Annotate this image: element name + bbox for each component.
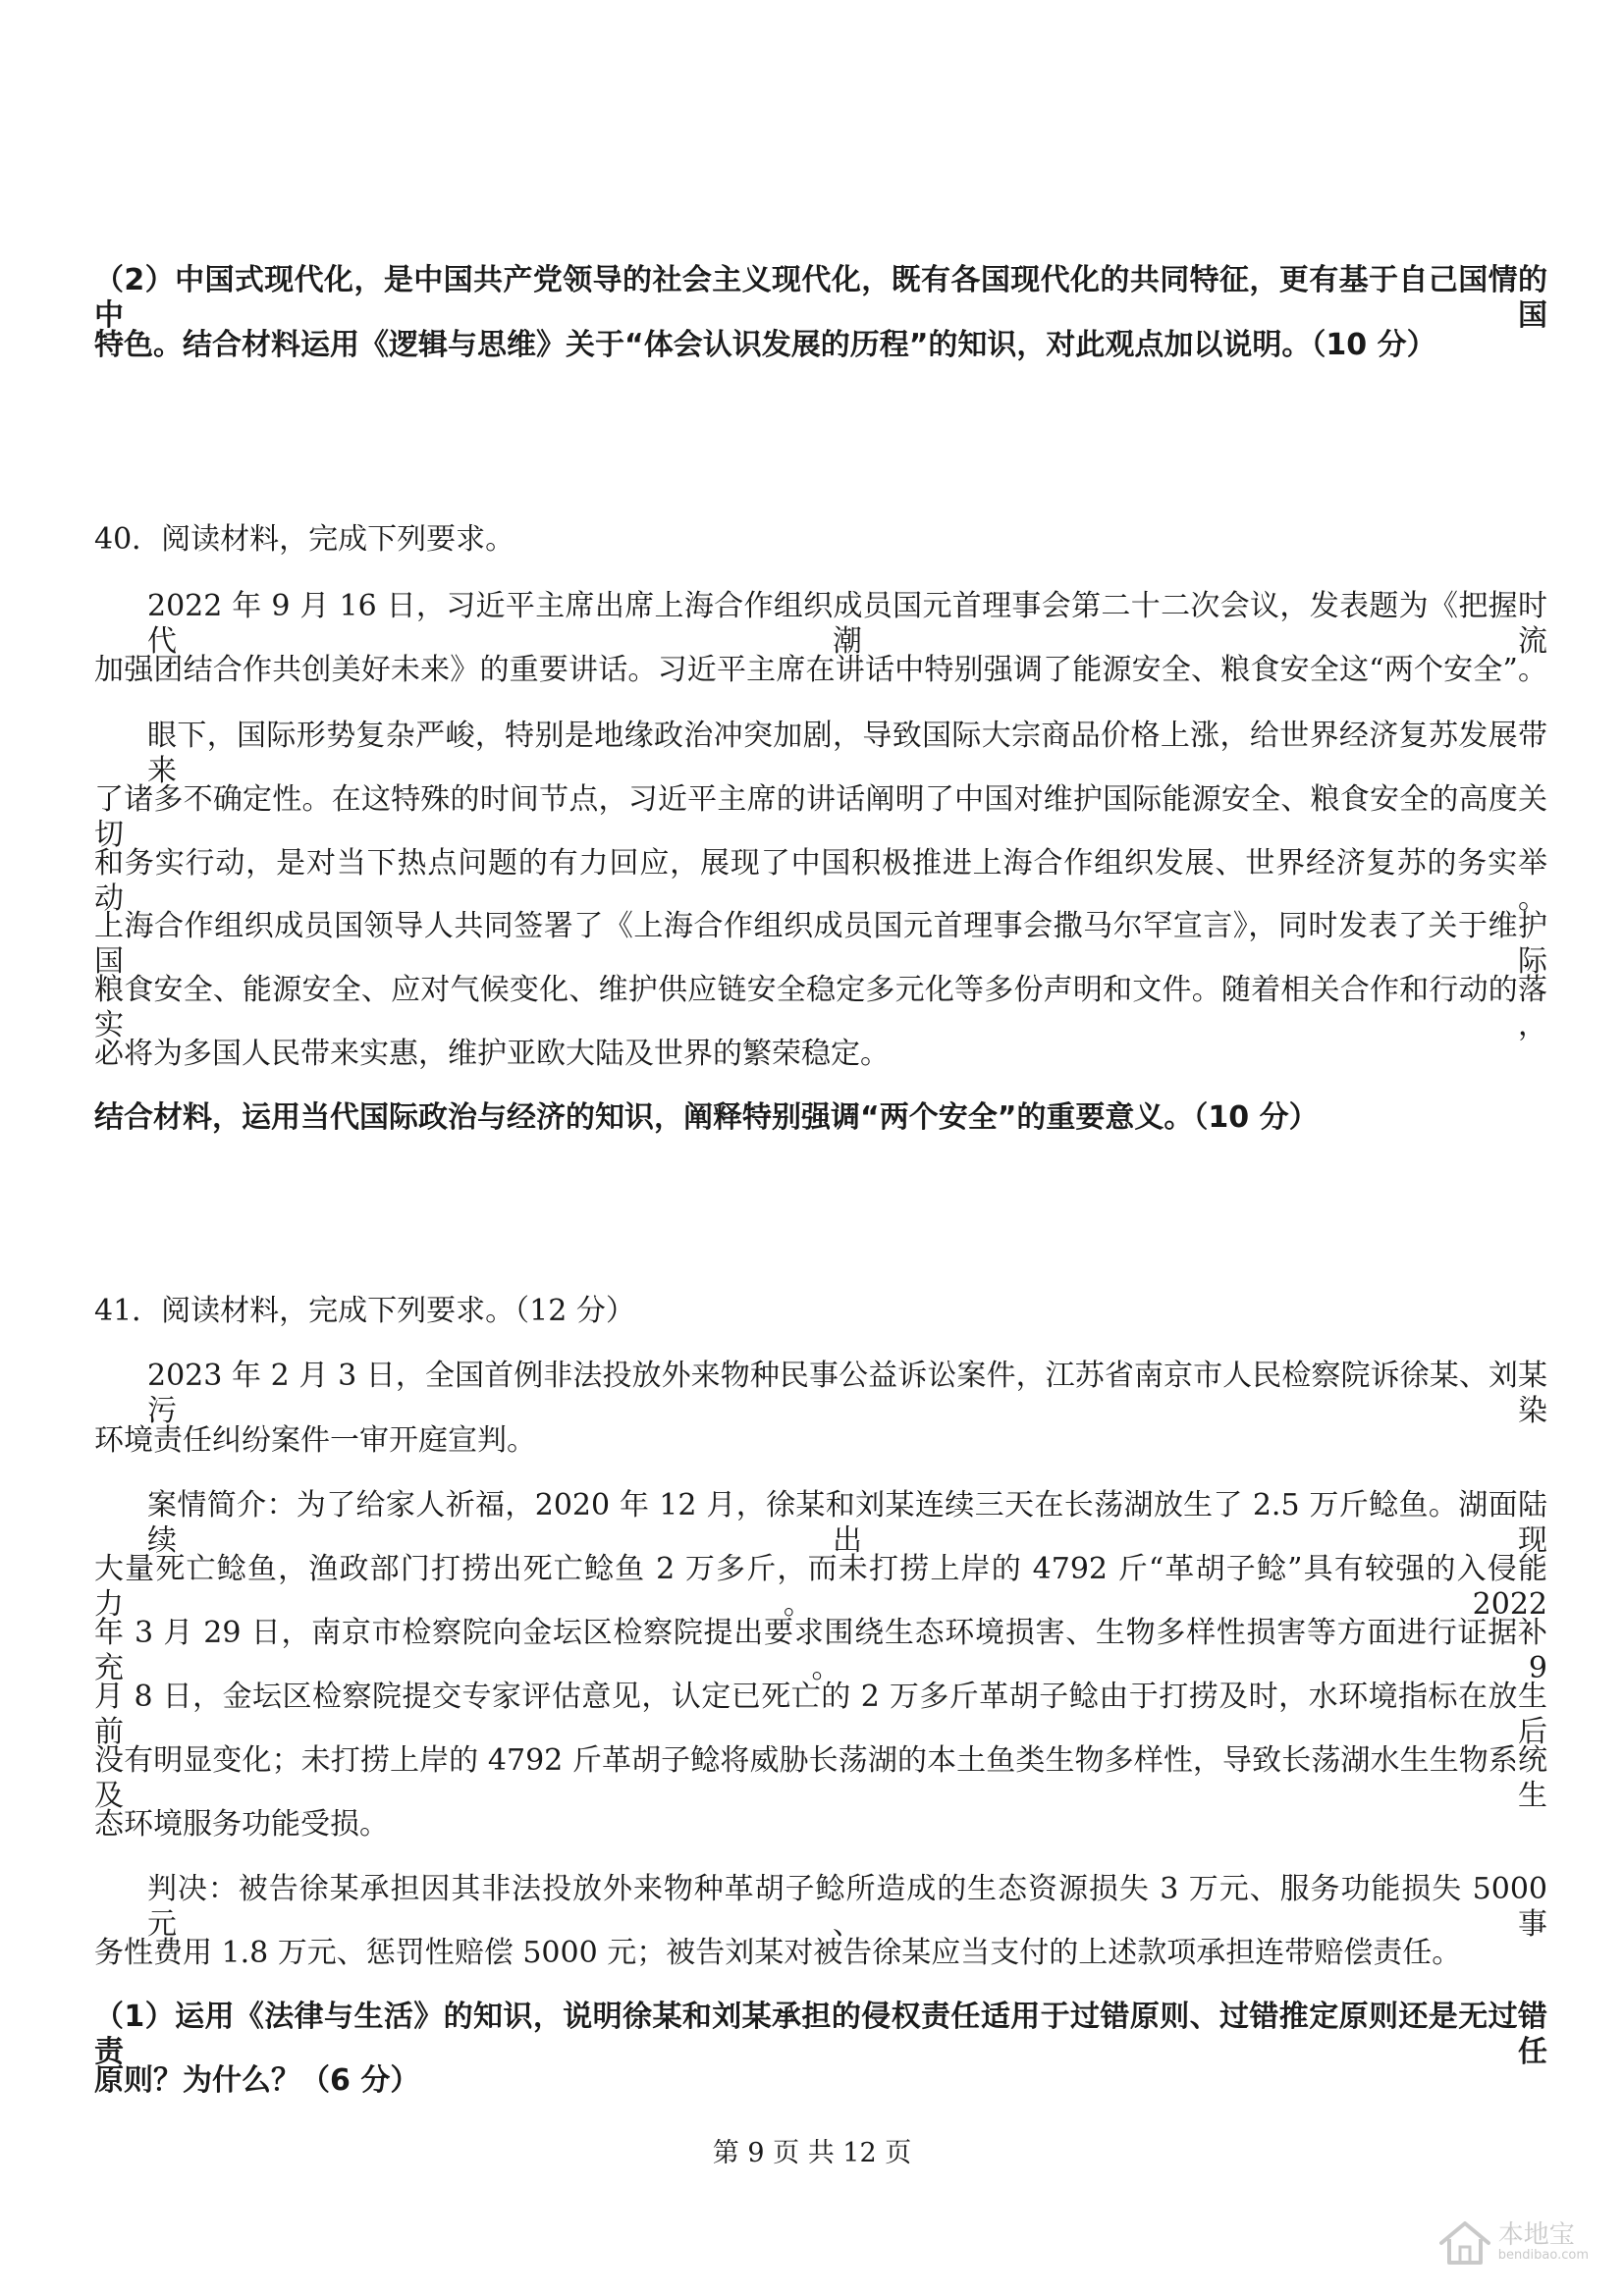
q41-para1-line1: 2023 年 2 月 3 日，全国首例非法投放外来物种民事公益诉讼案件，江苏省南京市人民检察院诉徐某、刘某污染 [147,1359,1547,1428]
q40-para2-line4: 上海合作组织成员国领导人共同签署了《上海合作组织成员国元首理事会撒马尔罕宣言》，同时发表了关于维护国际 [94,909,1547,979]
q40-header: 40．阅读材料，完成下列要求。 [94,522,515,557]
q40-para2-line5: 粮食安全、能源安全、应对气候变化、维护供应链安全稳定多元化等多份声明和文件。随着相关合作和行动的落实， [94,973,1547,1042]
house-icon [1437,2217,1492,2267]
q41-para3-line2: 务性费用 1.8 万元、惩罚性赔偿 5000 元；被告刘某对被告徐某应当支付的上述款项承担连带赔偿责任。 [94,1936,1462,1970]
q41-para2-line4: 月 8 日，金坛区检察院提交专家评估意见，认定已死亡的 2 万多斤革胡子鲶由于打捞及时，水环境指标在放生前后 [94,1680,1547,1749]
page-indicator: 第 9 页 共 12 页 [712,2138,912,2168]
q41-part1-line1: （1）运用《法律与生活》的知识，说明徐某和刘某承担的侵权责任适用于过错原则、过错推定原则还是无过错责任 [94,2000,1547,2069]
q41-para2-line5: 没有明显变化；未打捞上岸的 4792 斤革胡子鲶将威胁长荡湖的本土鱼类生物多样性，导致长荡湖水生生物系统及生 [94,1743,1547,1813]
bendibao-watermark [1437,2217,1589,2267]
q40-question: 结合材料，运用当代国际政治与经济的知识，阐释特别强调“两个安全”的重要意义。（10 分） [94,1100,1319,1135]
q40-para2-line1: 眼下，国际形势复杂严峻，特别是地缘政治冲突加剧，导致国际大宗商品价格上涨，给世界经济复苏发展带来 [147,719,1547,788]
q40-para2-line6: 必将为多国人民带来实惠，维护亚欧大陆及世界的繁荣稳定。 [94,1037,890,1071]
q40-para2-line3: 和务实行动，是对当下热点问题的有力回应，展现了中国积极推进上海合作组织发展、世界经济复苏的务实举动。 [94,846,1547,916]
q39-part2-line1: （2）中国式现代化，是中国共产党领导的社会主义现代化，既有各国现代化的共同特征，更有基于自己国情的中国 [94,263,1547,333]
q41-para2-line1: 案情简介：为了给家人祈福，2020 年 12 月，徐某和刘某连续三天在长荡湖放生了 2.5 万斤鲶鱼。湖面陆续出现 [147,1488,1547,1558]
q41-header: 41．阅读材料，完成下列要求。（12 分） [94,1294,635,1328]
watermark-brand-en: bendibao.com [1497,2248,1589,2263]
q41-para2-line2: 大量死亡鲶鱼，渔政部门打捞出死亡鲶鱼 2 万多斤，而未打捞上岸的 4792 斤“革胡子鲶”具有较强的入侵能力。2022 [94,1552,1547,1622]
q41-para3-line1: 判决：被告徐某承担因其非法投放外来物种革胡子鲶所造成的生态资源损失 3 万元、服务功能损失 5000 元、事 [147,1872,1547,1942]
q41-para2-line6: 态环境服务功能受损。 [94,1807,389,1842]
q41-part1-line2: 原则？为什么？（6 分） [94,2063,420,2098]
q41-para1-line2: 环境责任纠纷案件一审开庭宣判。 [94,1423,536,1458]
watermark-brand-cn: 本地宝 [1497,2220,1575,2250]
q40-para1-line2: 加强团结合作共创美好未来》的重要讲话。习近平主席在讲话中特别强调了能源安全、粮食安全这“两个安全”。 [94,653,1547,687]
q40-para2-line2: 了诸多不确定性。在这特殊的时间节点，习近平主席的讲话阐明了中国对维护国际能源安全、粮食安全的高度关切 [94,782,1547,852]
q41-para2-line3: 年 3 月 29 日，南京市检察院向金坛区检察院提出要求围绕生态环境损害、生物多样性损害等方面进行证据补充。9 [94,1616,1547,1685]
q39-part2-line2: 特色。结合材料运用《逻辑与思维》关于“体会认识发展的历程”的知识，对此观点加以说明。（10 分） [94,328,1436,362]
q40-para1-line1: 2022 年 9 月 16 日，习近平主席出席上海合作组织成员国元首理事会第二十二次会议，发表题为《把握时代潮流 [147,589,1547,659]
